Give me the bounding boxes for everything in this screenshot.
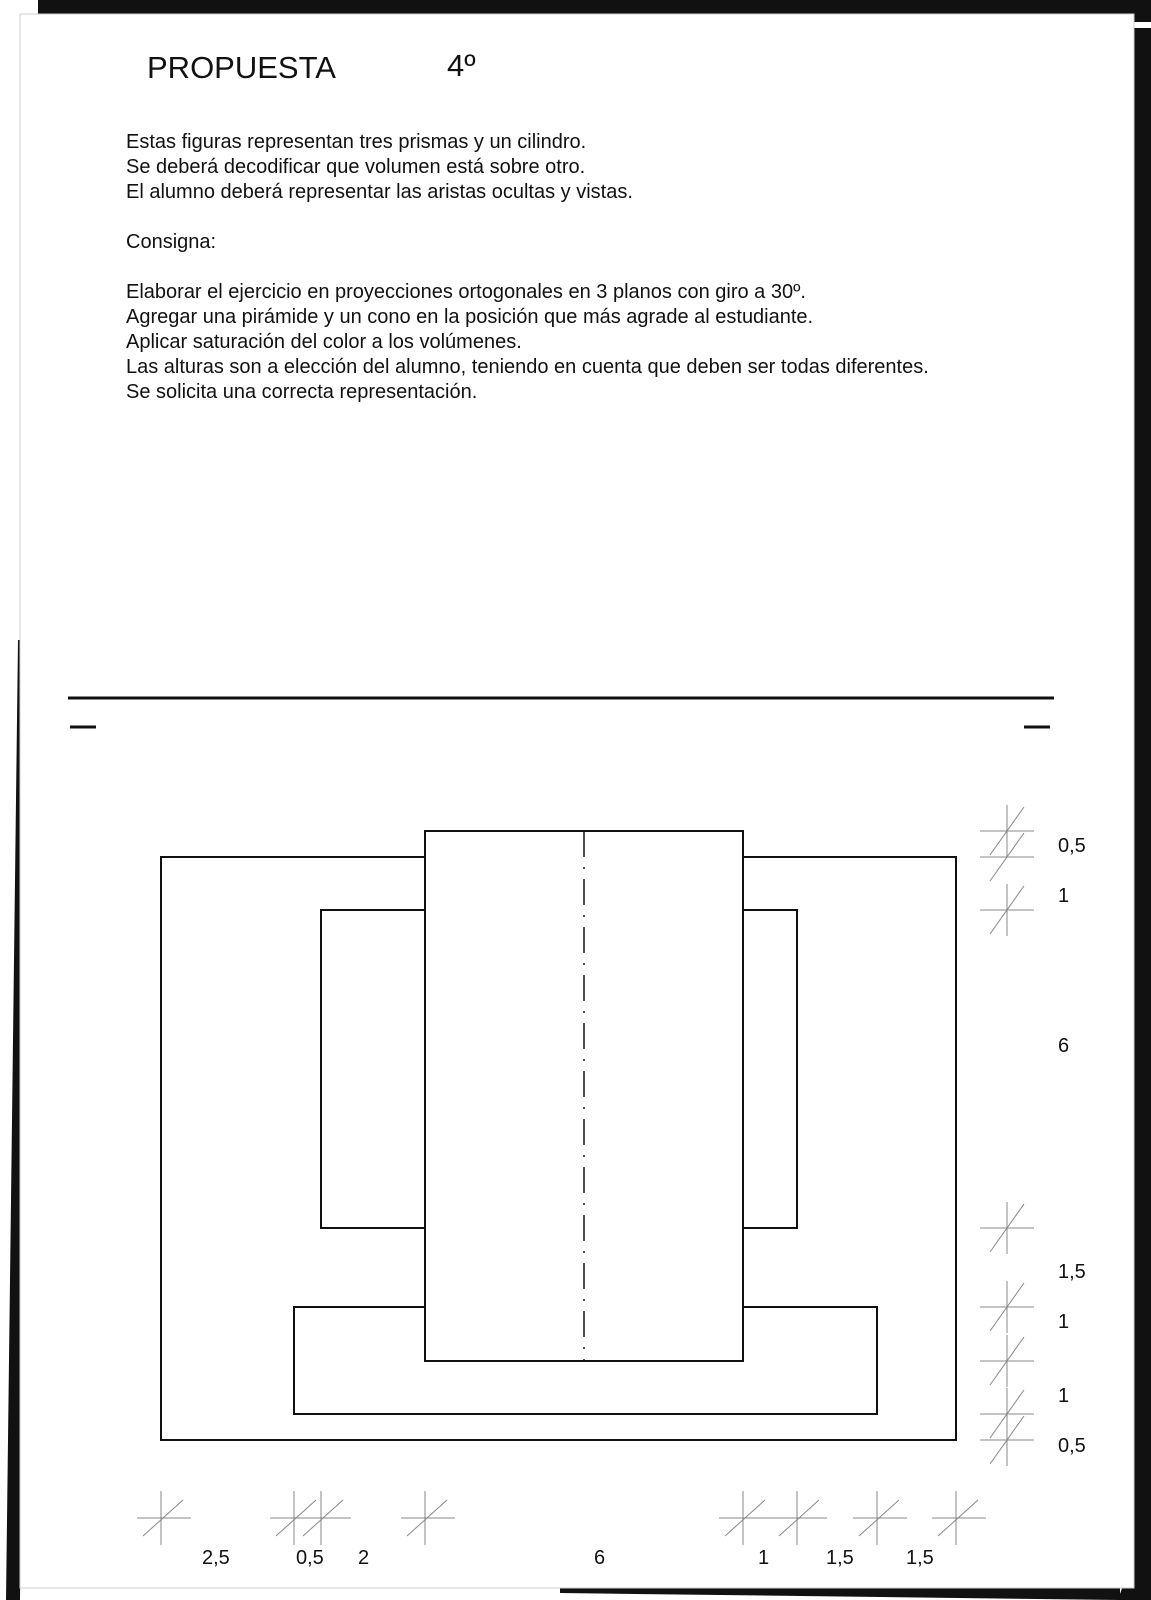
consigna-line: Agregar una pirámide y un cono en la posición que más agrade al estudiante. — [126, 306, 814, 328]
consigna-line: Elaborar el ejercicio en proyecciones ortogonales en 3 planos con giro a 30º. — [126, 281, 806, 303]
dimension-label-horizontal: 6 — [594, 1547, 606, 1569]
dimension-label-horizontal: 1,5 — [906, 1547, 934, 1569]
proposal-number: 4º — [447, 48, 476, 83]
dimension-label-horizontal: 2 — [358, 1547, 370, 1569]
intro-line: Se deberá decodificar que volumen está sobre otro. — [126, 156, 586, 178]
dimension-label-horizontal: 2,5 — [202, 1547, 230, 1569]
dimension-label-horizontal: 1 — [758, 1547, 770, 1569]
consigna-paragraph — [126, 280, 929, 405]
intro-paragraph — [126, 130, 633, 205]
consigna-line: Se solicita una correcta representación. — [126, 381, 478, 403]
consigna-line: Aplicar saturación del color a los volúmenes. — [126, 331, 522, 353]
dimension-label-horizontal: 1,5 — [826, 1547, 854, 1569]
consigna-line: Las alturas son a elección del alumno, teniendo en cuenta que deben ser todas diferentes. — [126, 356, 929, 378]
consigna-label — [126, 230, 216, 255]
consigna-heading: Consigna: — [126, 231, 217, 253]
dimension-label-vertical: 0,5 — [1058, 1435, 1086, 1457]
dimension-label-vertical: 1,5 — [1058, 1261, 1086, 1283]
dimension-label-vertical: 6 — [1058, 1035, 1070, 1057]
dimension-label-vertical: 1 — [1058, 1311, 1070, 1333]
intro-line: Estas figuras representan tres prismas y un cilindro. — [126, 131, 587, 153]
dimension-label-vertical: 1 — [1058, 885, 1070, 907]
dimension-label-vertical: 0,5 — [1058, 835, 1086, 857]
page-title: PROPUESTA — [147, 50, 336, 85]
dimension-label-horizontal: 0,5 — [296, 1547, 324, 1569]
intro-line: El alumno deberá representar las aristas ocultas y vistas. — [126, 181, 633, 203]
dimension-label-vertical: 1 — [1058, 1385, 1070, 1407]
